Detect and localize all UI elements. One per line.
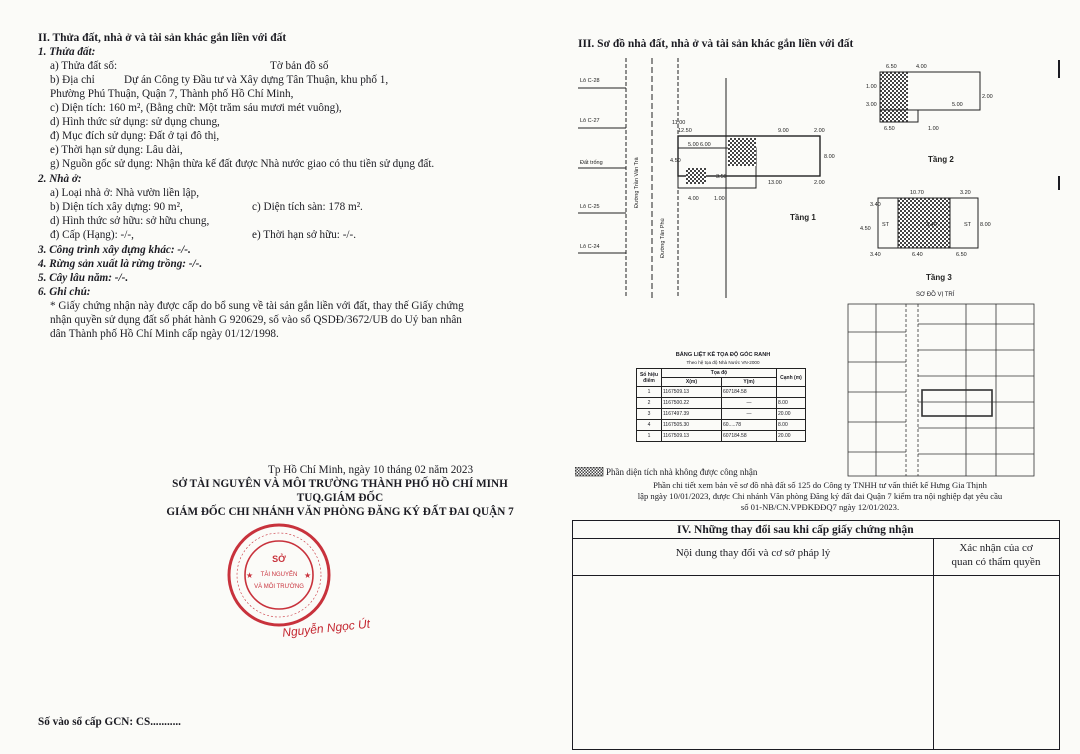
dim-label: 9.00 [778,128,789,134]
column-divider [933,539,934,749]
item3: 3. Công trình xây dựng khác: -/-. [38,244,191,256]
land-a2: Tờ bản đồ số [270,60,329,72]
coord-header: Cạnh (m) [777,369,806,387]
register-number: Số vào sổ cấp GCN: CS........... [38,716,181,728]
hatch-legend-text: Phần diện tích nhà không được công nhận [606,467,758,477]
org-line-2: TUQ.GIÁM ĐỐC [296,492,384,504]
dim-label: 1.00 [714,196,725,202]
table-row: 1 1167509.13 607184.58 20.00 [637,431,806,442]
date-line: Tp Hồ Chí Minh, ngày 10 tháng 02 năm 2023 [268,464,474,476]
land-dd: đ) Mục đích sử dụng: Đất ở tại đô thị, [50,130,220,142]
dim-label: 4.00 [916,64,927,70]
dim-label: 4.50 [860,226,871,232]
dim-label: 2.00 [814,180,825,186]
coord-header: Số hiệu điểm [637,369,662,387]
section2-title: II. Thửa đất, nhà ở và tài sản khác gắn liền với đất [38,32,287,44]
svg-text:★: ★ [304,571,312,580]
house-b: b) Diện tích xây dựng: 90 m², [50,201,183,213]
coord-table [636,368,806,442]
item6: 6. Ghi chú: [38,286,91,298]
dim-label: 4.00 [688,196,699,202]
land-g: g) Nguồn gốc sử dụng: Nhận thừa kế đất được Nhà nước giao có thu tiền sử dụng đất. [50,158,435,170]
road-label: Đường Tân Phú [660,218,666,258]
lot-label: Lô C-24 [580,244,600,250]
svg-text:TÀI NGUYÊN: TÀI NGUYÊN [260,572,298,578]
house-d: d) Hình thức sở hữu: sở hữu chung, [50,215,210,227]
floor-2-plan [856,58,996,168]
svg-text:Nguyễn Ngọc Út: Nguyễn Ngọc Út [281,616,371,640]
floor2-label: Tầng 2 [928,155,954,164]
drawing-note-1: Phần chi tiết xem bản vẽ sơ đồ nhà đất số 125 do Công ty TNHH tư vấn thiết kế Hưng Gia Thịnh [653,480,987,490]
location-map [846,302,1036,478]
dim-label: 3.40 [870,252,881,258]
header-divider [573,575,1059,576]
note-line-2: nhận quyền sử dụng đất số phát hành G 920629, số vào sổ QSDĐ/3672/UB do Uỷ ban nhân [50,314,462,326]
margin-mark [1058,60,1060,78]
dim-label: 3.40 [870,202,881,208]
dim-label: 3.40 [926,222,937,228]
lot-label: Lô C-27 [580,118,600,124]
dim-label: 3.50 [716,174,727,180]
note-line-3: dân Thành phố Hồ Chí Minh cấp ngày 01/12/1998. [50,328,279,340]
dim-label: 2.00 [982,94,993,100]
dim-label: 6.50 [886,64,897,70]
dim-label: 6.50 [884,126,895,132]
dim-label: 2.00 [814,128,825,134]
item5: 5. Cây lâu năm: -/-. [38,272,129,284]
floor1-label: Tầng 1 [790,213,816,222]
land-title: 1. Thửa đất: [38,46,96,58]
section4-title: IV. Những thay đổi sau khi cấp giấy chứng nhận [573,521,1059,539]
confirm-col-header-2: quan có thẩm quyền [951,556,1041,568]
svg-text:SỞ: SỞ [272,554,286,564]
dim-label: 12.50 [678,128,692,134]
dim-label: 8.00 [824,154,835,160]
dim-label: 4.50 [670,158,681,164]
svg-text:ST: ST [964,222,972,228]
house-a: a) Loại nhà ở: Nhà vườn liền lập, [50,187,199,199]
signature [278,612,378,642]
site-plan-floor-1 [578,58,838,298]
coord-header: Y(m) [721,378,776,387]
table-row: 1 1167509.13 607184.58 [637,387,806,398]
land-c: c) Diện tích: 160 m², (Bằng chữ: Một trăm sáu mươi mét vuông), [50,102,342,114]
drawing-note-2: lập ngày 10/01/2023, được Chi nhánh Văn phòng Đăng ký đất đai Quận 7 kiểm tra nội nghiệp đạt yêu cầu [637,491,1003,501]
coord-header: X(m) [662,378,722,387]
land-b-value2: Phường Phú Thuận, Quận 7, Thành phố Hồ Chí Minh, [50,88,294,100]
org-line-3: GIÁM ĐỐC CHI NHÁNH VĂN PHÒNG ĐĂNG KÝ ĐẤT ĐAI QUẬN 7 [166,506,514,518]
coord-table-title: BẢNG LIỆT KÊ TỌA ĐỘ GÓC RANH [675,352,771,358]
floor3-label: Tầng 3 [926,273,952,282]
land-d: d) Hình thức sử dụng: sử dụng chung, [50,116,220,128]
dim-label: 6.00 [700,142,711,148]
land-b: b) Địa chỉ [50,74,95,86]
item4: 4. Rừng sản xuất là rừng trồng: -/-. [38,258,203,270]
dim-label: 6.40 [912,252,923,258]
house-e: e) Thời hạn sở hữu: -/-. [252,229,357,241]
house-dd: đ) Cấp (Hạng): -/-, [50,229,134,241]
svg-text:ST: ST [882,222,890,228]
house-title: 2. Nhà ở: [38,173,82,185]
dim-label: 11.00 [672,120,686,126]
land-a: a) Thửa đất số: [50,60,118,72]
table-row: 3 1167497.39 — 20.00 [637,409,806,420]
section3-title: III. Sơ đồ nhà đất, nhà ở và tài sản khác gắn liền với đất [578,38,854,50]
drawing-note-3: số 01-NB/CN.VPĐKĐĐQ7 ngày 12/01/2023. [740,502,900,512]
coord-header-group: Tọa độ [662,369,777,378]
land-e: e) Thời hạn sử dụng: Lâu dài, [50,144,183,156]
margin-mark [1058,176,1060,190]
svg-text:VÀ MÔI TRƯỜNG: VÀ MÔI TRƯỜNG [254,584,304,590]
lot-label: Lô C-28 [580,78,600,84]
svg-text:★: ★ [246,571,254,580]
dim-label: 10.70 [910,190,924,196]
table-row: 4 1167505.30 60.....78 8.00 [637,420,806,431]
land-b-value: Dự án Công ty Đầu tư và Xây dựng Tân Thuận, khu phố 1, [124,74,389,86]
lot-label: Lô C-25 [580,204,600,210]
floor-3-plan [856,186,996,286]
changes-col-header: Nội dung thay đổi và cơ sở pháp lý [675,547,831,559]
table-row: 2 1167500.22 — 8.00 [637,398,806,409]
confirm-col-header-1: Xác nhận của cơ [959,542,1033,554]
dim-label: 8.00 [980,222,991,228]
org-line-1: SỞ TÀI NGUYÊN VÀ MÔI TRƯỜNG THÀNH PHỐ HỒ CHÍ MINH [172,478,508,490]
coord-table-subtitle: Theo hệ tọa độ Nhà Nước VN-2000 [686,360,760,365]
dim-label: 1.00 [866,84,877,90]
dim-label: 3.20 [960,190,971,196]
changes-table [572,520,1060,750]
house-c: c) Diện tích sàn: 178 m². [252,201,363,213]
dim-label: 1.00 [928,126,939,132]
location-map-label: SƠ ĐỒ VỊ TRÍ [916,292,955,298]
dim-label: 13.00 [768,180,782,186]
note-line-1: * Giấy chứng nhận này được cấp do bổ sung về tài sản gắn liền với đất, thay thế Giấy chứng [50,300,464,312]
hatch-legend-swatch [575,467,605,477]
lot-label: Đất trống [580,160,603,166]
dim-label: 5.00 [952,102,963,108]
dim-label: 3.00 [866,102,877,108]
dim-label: 5.00 [688,142,699,148]
dim-label: 6.50 [956,252,967,258]
road-label: Đường Trần Văn Trà [634,157,640,208]
